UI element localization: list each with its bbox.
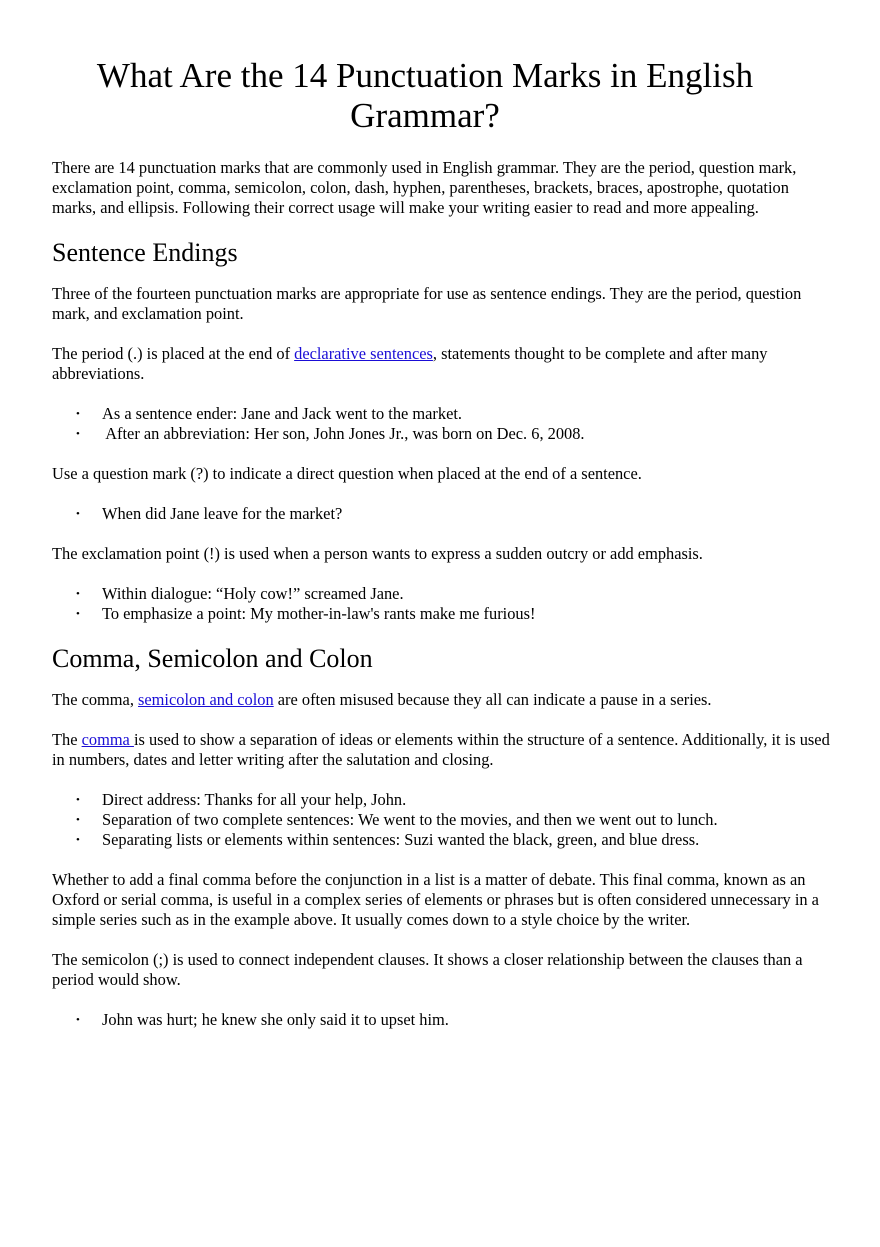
bullet-icon: • (76, 794, 80, 806)
bullet-icon: • (76, 408, 80, 420)
bullet-icon: • (76, 428, 80, 440)
list-item: • Separation of two complete sentences: We went to the movies, and then we went out to lunch. (76, 810, 718, 829)
intro-paragraph: There are 14 punctuation marks that are commonly used in English grammar. They are the period, question mark, exclamation point, comma, semicolon, colon, dash, hyphen, parentheses, brackets, braces, apostrophe, quotation marks, and ellipsis. Following their correct usage will make your writing easier to read and more appealing. (52, 158, 797, 217)
list-item: • After an abbreviation: Her son, John Jones Jr., was born on Dec. 6, 2008. (76, 424, 585, 443)
exclamation-examples-list (52, 584, 834, 624)
section-heading-sentence-endings: Sentence Endings (52, 238, 238, 267)
semicolon-paragraph: The semicolon (;) is used to connect independent clauses. It shows a closer relationship between the clauses than a period would show. (52, 950, 803, 989)
sentence-endings-intro: Three of the fourteen punctuation marks are appropriate for use as sentence endings. They are the period, question mark, and exclamation point. (52, 284, 802, 323)
page-title: What Are the 14 Punctuation Marks in English Grammar? (96, 56, 754, 135)
list-item: • John was hurt; he knew she only said it to upset him. (76, 1010, 449, 1029)
oxford-comma-paragraph: Whether to add a final comma before the conjunction in a list is a matter of debate. This final comma, known as an Oxford or serial comma, is useful in a complex series of elements or phrases but is often considered unnecessary in a simple series such as in the example above. It usually comes down to a style choice by the writer. (52, 870, 819, 929)
list-item: • Within dialogue: “Holy cow!” screamed Jane. (76, 584, 404, 603)
list-item: • As a sentence ender: Jane and Jack went to the market. (76, 404, 462, 423)
declarative-sentences-link[interactable]: declarative sentences (294, 344, 433, 363)
bullet-icon: • (76, 1014, 80, 1026)
comma-link[interactable]: comma (81, 730, 134, 749)
exclamation-paragraph: The exclamation point (!) is used when a person wants to express a sudden outcry or add emphasis. (52, 544, 703, 563)
bullet-icon: • (76, 508, 80, 520)
list-item: • Direct address: Thanks for all your help, John. (76, 790, 407, 809)
document-page (52, 56, 834, 1050)
period-paragraph: The period (.) is placed at the end of declarative sentences, statements thought to be complete and after many abbreviations. (52, 344, 768, 383)
comma-semicolon-colon-intro: The comma, semicolon and colon are often misused because they all can indicate a pause in a series. (52, 690, 712, 709)
bullet-icon: • (76, 834, 80, 846)
semicolon-and-colon-link[interactable]: semicolon and colon (138, 690, 274, 709)
question-examples-list (52, 504, 834, 524)
list-item: • To emphasize a point: My mother-in-law's rants make me furious! (76, 604, 536, 623)
comma-examples-list (52, 790, 834, 850)
bullet-icon: • (76, 814, 80, 826)
period-examples-list (52, 404, 834, 444)
semicolon-examples-list (52, 1010, 834, 1030)
bullet-icon: • (76, 608, 80, 620)
section-heading-comma-semicolon-colon: Comma, Semicolon and Colon (52, 644, 373, 673)
list-item: • When did Jane leave for the market? (76, 504, 343, 523)
list-item: • Separating lists or elements within sentences: Suzi wanted the black, green, and blue dress. (76, 830, 700, 849)
comma-paragraph: The comma is used to show a separation of ideas or elements within the structure of a sentence. Additionally, it is used in numbers, dates and letter writing after the salutation and closing. (52, 730, 830, 769)
bullet-icon: • (76, 588, 80, 600)
question-mark-paragraph: Use a question mark (?) to indicate a direct question when placed at the end of a sentence. (52, 464, 642, 483)
